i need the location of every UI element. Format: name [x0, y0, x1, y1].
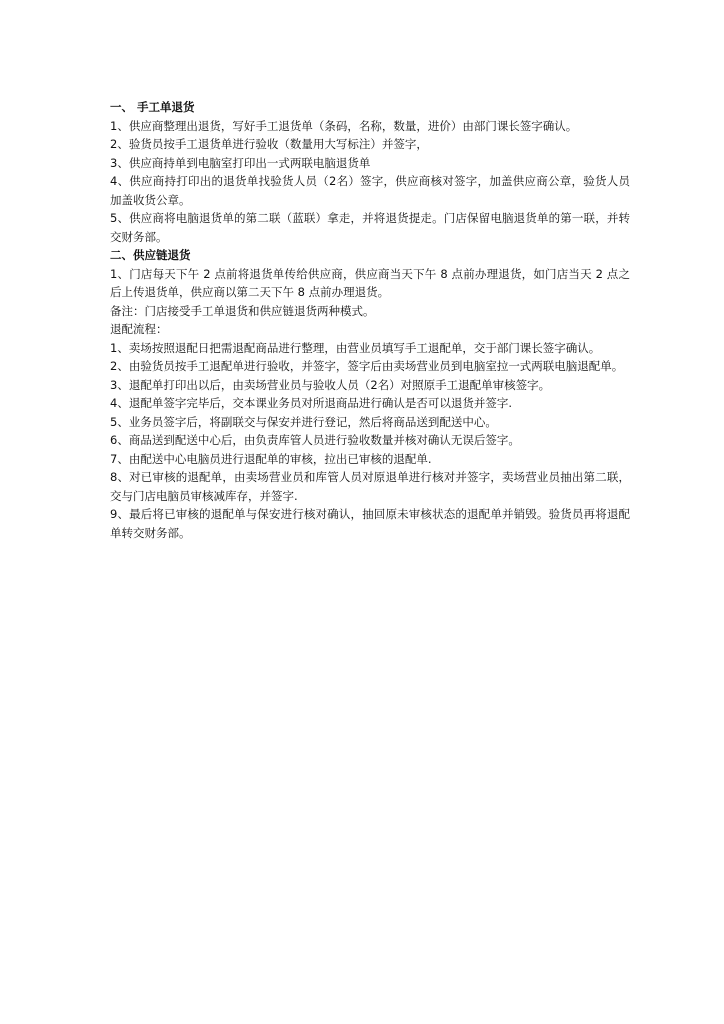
section1-item-2: 2、验货员按手工退货单进行验收（数量用大写标注）并签字， [110, 137, 428, 151]
note: 备注：门店接受手工单退货和供应链退货两种模式。 [110, 303, 375, 318]
process-step-7: 7、由配送中心电脑员进行退配单的审核，拉出已审核的退配单. [110, 451, 432, 466]
process-step-9: 9、最后将已审核的退配单与保安进行核对确认，抽回原未审核状态的退配单并销毁。验货员再将退配单转交财务部。 [110, 507, 630, 540]
section2-heading: 二、供应链退货 [110, 248, 191, 262]
document-page [110, 98, 630, 542]
process-title: 退配流程： [110, 322, 168, 336]
process-step-8: 8、对已审核的退配单，由卖场营业员和库管人员对原退单进行核对并签字，卖场营业员抽出第二联，交与门店电脑员审核减库存，并签字. [110, 470, 630, 503]
process-step-6: 6、商品送到配送中心后，由负责库管人员进行验收数量并核对确认无误后签字。 [110, 433, 520, 447]
process-step-4: 4、退配单签字完毕后，交本课业务员对所退商品进行确认是否可以退货并签字. [110, 396, 512, 410]
section1-item-4: 4、供应商持打印出的退货单找验货人员（2名）签字，供应商核对签字，加盖供应商公章，验货人员加盖收货公章。 [110, 174, 630, 207]
section1-item-1: 1、供应商整理出退货，写好手工退货单（条码，名称，数量，进价）由部门课长签字确认。 [110, 118, 578, 133]
section1-item-5: 5、供应商将电脑退货单的第二联（蓝联）拿走，并将退货提走。门店保留电脑退货单的第一联，并转交财务部。 [110, 211, 630, 244]
section2-item-1: 1、门店每天下午 2 点前将退货单传给供应商，供应商当天下午 8 点前办理退货，如门店当天 2 点之后上传退货单，供应商以第二天下午 8 点前办理退货。 [110, 266, 630, 299]
process-step-1: 1、卖场按照退配日把需退配商品进行整理，由营业员填写手工退配单，交于部门课长签字确认。 [110, 340, 601, 355]
process-step-2: 2、由验货员按手工退配单进行验收，并签字，签字后由卖场营业员到电脑室拉一式两联电脑退配单。 [110, 359, 624, 373]
process-step-3: 3、退配单打印出以后，由卖场营业员与验收人员（2名）对照原手工退配单审核签字。 [110, 377, 551, 392]
section1-heading: 一、 手工单退货 [110, 100, 195, 114]
process-step-5: 5、业务员签字后，将副联交与保安并进行登记，然后将商品送到配送中心。 [110, 414, 497, 429]
section1-item-3: 3、供应商持单到电脑室打印出一式两联电脑退货单 [110, 155, 371, 170]
